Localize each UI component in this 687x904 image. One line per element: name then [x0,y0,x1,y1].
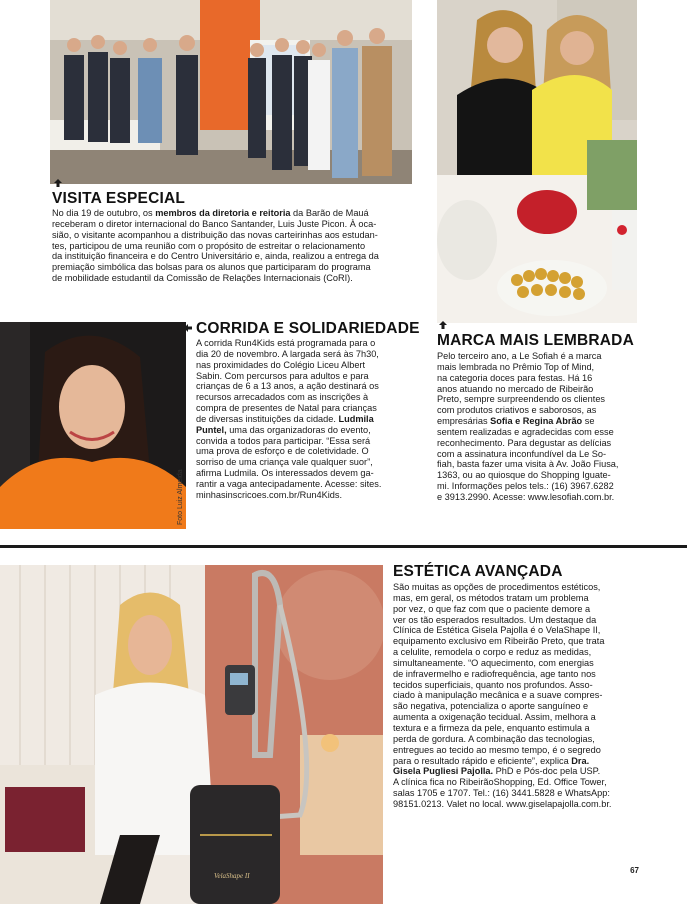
text-line: com a assinatura inconfundível da Le So- [437,448,607,459]
text-line: recursos arrecadados com as inscrições à [196,392,369,403]
text-line: São muitas as opções de procedimentos estéticos, [393,582,601,592]
text-line: uma prova de esforço e de coletividade. O [196,446,369,457]
text-line: sião, o visitante acompanhou a distribuição das novas carteirinhas aos estudan- [52,229,378,240]
text-line: afirma Ludmila. Os interessados devem ga- [196,468,374,479]
text-line: e 3913.2990. Acesse: www.lesofiah.com.br. [437,491,615,502]
text-line: dia 20 de novembro. A largada será às 7h30, [196,348,379,359]
text-line: mi. Informações pelos tels.: (16) 3967.6282 [437,481,614,492]
text-line: fiah, basta fazer uma visita à Av. João Fiusa, [437,459,619,470]
arrow-up-icon [53,178,63,188]
text-line: textura e a firmeza da pele, enquanto estimula a [393,722,590,733]
text-line: na categoria doces para festas. Há 16 [437,372,593,383]
text-line: receberam o diretor internacional do Banco Santander, Luis Juste Picon. À oca- [52,218,377,229]
text-line: Preto, sempre surpreendendo os clientes [437,394,606,405]
article-corrida-solidariedade [196,338,418,501]
text-line: crianças de 6 a 13 anos, a ação destinará os [196,381,379,392]
text-line: premiação simbólica das bolsas para os alunos que participaram do programa [52,262,371,273]
text-line: perda de gordura. A combinação das tecnologias, [393,733,595,744]
text-line: são negativa, potencializa o aporte sanguíneo e [393,701,589,712]
text-line: com produtos criativos e saborosos, as [437,405,597,416]
text-line: Clínica de Estética Gisela Pajolla é o VelaShape II, [393,625,601,636]
text-line: de diversas instituições da cidade. Ludmila [196,413,374,424]
text-line: equipamento exclusivo em Ribeirão Preto, que trata [393,636,605,647]
text-line: Puntel, uma das organizadoras do evento, [196,424,371,435]
headline-estetica-avancada: ESTÉTICA AVANÇADA [393,563,563,580]
text-line: minhasinscricoes.com.br/Run4Kids. [196,489,343,500]
text-line: simultaneamente. “O aquecimento, com energias [393,657,594,668]
photo-credit: Foto Luiz Almeida [177,469,184,525]
text-line: convida a todos para participar. “Essa será [196,435,371,446]
text-line: de mobilidade estudantil da Comissão de Relações Internacionais (CoRI). [52,273,353,284]
text-line: tecidos superficiais, quanto nos profundos. Asso- [393,679,593,690]
text-line: aumenta a oxigenação tecidual. Assim, melhora a [393,712,596,723]
text-line: mas, em geral, os métodos tratam um problema [393,592,589,603]
text-line: tes, participou de uma reunião com o propósito de estreitar o relacionamento [52,240,366,251]
headline-corrida-solidariedade: CORRIDA E SOLIDARIEDADE [196,320,420,337]
text-line: rantir a vaga antecipadamente. Acesse: sites. [196,478,382,489]
article-estetica-avancada [393,582,643,810]
article-visita-especial [52,208,432,284]
text-line: de infravermelho e radiofrequência, age tanto nos [393,668,596,679]
text-line: sorriso de uma criança vale qualquer suor”, [196,457,373,468]
text-line: reconhecimento. Para degustar as delícias [437,437,612,448]
text-line: da instituição financeira e do Centro Universitário e, ainda, realizou a entrega da [52,251,379,262]
photo-ludmila-puntel [0,322,186,529]
photo-group-visit [50,0,412,184]
text-line: para o resultado rápido e eficiente”, explica Dra. [393,755,590,766]
photo-le-sofiah-owners [437,0,637,323]
text-line: A corrida Run4Kids está programada para o [196,338,376,348]
text-line: Sabin. Com percursos para adultos e para [196,370,369,381]
text-line: ver os tão esperados resultados. Um destaque da [393,614,597,625]
text-line: entregues ao tecido ao mesmo tempo, é o segredo [393,744,601,755]
page-number: 67 [630,866,639,875]
text-line: mais lembrada no Prêmio Top of Mind, [437,361,595,372]
photo-gisela-pajolla-clinic [0,565,383,904]
text-line: compra de presentes de Natal para crianças [196,403,377,414]
text-line: Gisela Pugliesi Pajolla. PhD e Pós-doc pela USP. [393,766,601,777]
text-line: A clínica fica no RibeirãoShopping, Ed. Office Tower, [393,777,607,788]
arrow-up-icon [438,320,448,330]
text-line: Pelo terceiro ano, a Le Sofiah é a marca [437,351,602,361]
text-line: empresárias Sofia e Regina Abrão se [437,416,595,427]
section-divider [0,545,687,548]
article-marca-mais-lembrada [437,351,642,503]
text-line: por vez, o que faz com que o paciente demore a [393,603,591,614]
text-line: 98151.0213. Valet no local. www.giselapajolla.com.br. [393,798,612,809]
device-label: VelaShape II [214,872,250,880]
text-line: nas proximidades do Colégio Liceu Albert [196,359,366,370]
text-line: a celulite, remodela o corpo e reduz as medidas, [393,647,592,658]
text-line: 1363, ou ao quiosque do Shopping Iguate- [437,470,611,481]
text-line: sentem realizadas e agradecidas com esse [437,426,614,437]
arrow-left-icon [183,323,193,333]
text-line: salas 1705 e 1707. Tel.: (16) 3441.5828 e WhatsApp: [393,788,610,799]
text-line: No dia 19 de outubro, os membros da diretoria e reitoria da Barão de Mauá [52,208,369,218]
text-line: ciado à manipulação mecânica e a suave compres- [393,690,603,701]
headline-visita-especial: VISITA ESPECIAL [52,190,186,207]
text-line: anos atuando no mercado de Ribeirão [437,383,594,394]
headline-marca-mais-lembrada: MARCA MAIS LEMBRADA [437,332,634,349]
